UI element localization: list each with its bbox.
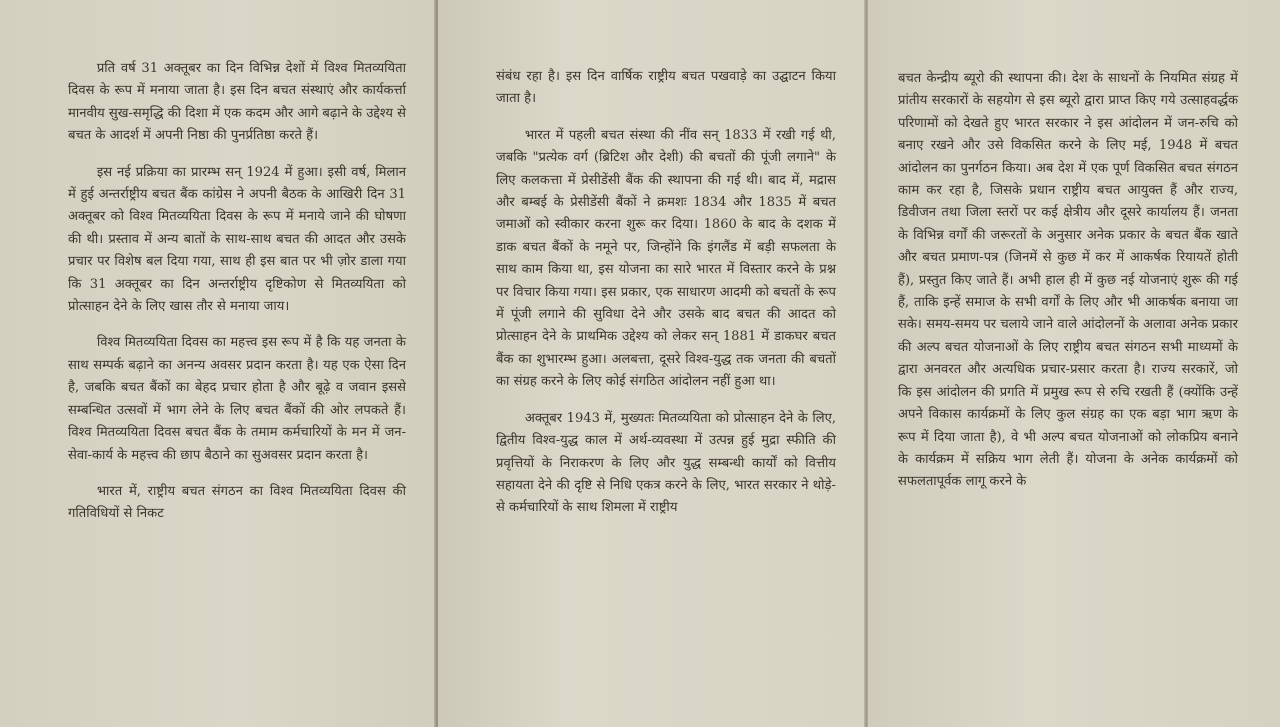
paragraph: विश्व मितव्ययिता दिवस का महत्त्व इस रूप में है कि यह जनता के साथ सम्पर्क बढ़ाने का अनन्य अवसर प्रदान करता है। यह एक ऐसा दिन है, जबकि बचत बैंकों का बेहद प्रचार होता है और बूढ़े व जवान इससे सम्बन्धित उत्सवों में भाग लेने के लिए बचत बैंकों की ओर लपकते हैं। विश्व मितव्ययिता दिवस बचत बैंक के तमाम कर्मचारियों के मन में जन-सेवा-कार्य के महत्त्व की छाप बैठाने का सुअवसर प्रदान करता है। (68, 335, 406, 463)
paragraph: भारत में, राष्ट्रीय बचत संगठन का विश्व मितव्ययिता दिवस की गतिविधियों से निकट (68, 483, 406, 522)
paragraph: संबंध रहा है। इस दिन वार्षिक राष्ट्रीय बचत पखवाड़े का उद्घाटन किया जाता है। (496, 69, 836, 107)
paragraph: इस नई प्रक्रिया का प्रारम्भ सन् 1924 में हुआ। इसी वर्ष, मिलान में हुई अन्तर्राष्ट्रीय बचत बैंक कांग्रेस ने अपनी बैठक के आखिरी दिन 31 अक्तूबर को विश्व मितव्ययिता दिवस के रूप में मनाये जाने की घोषणा की थी। प्रस्ताव में अन्य बातों के साथ-साथ बचत की आदत और उसके प्रचार पर विशेष बल दिया गया, साथ ही इस बात पर भी ज़ोर डाला गया कि 31 अक्तूबर का दिन अन्तर्राष्ट्रीय दृष्टिकोण से मितव्ययिता को प्रोत्साहन देने के लिए खास तौर से मनाया जाय। (68, 164, 406, 315)
paragraph: बचत केन्द्रीय ब्यूरो की स्थापना की। देश के साधनों के नियमित संग्रह में प्रांतीय सरकारों के सहयोग से इस ब्यूरो द्वारा प्राप्त किए गये उत्साहवर्द्धक परिणामों को देखते हुए भारत सरकार ने इस आंदोलन में जन-रुचि को बनाए रखने और उसे विकसित करने के लिए मई, 1948 में बचत आंदोलन का पुनर्गठन किया। अब देश में एक पूर्ण विकसित बचत संगठन काम कर रहा है, जिसके प्रधान राष्ट्रीय बचत आयुक्त हैं और राज्य, डिवीजन तथा जिला स्तरों पर कई क्षेत्रीय और दूसरे कार्यालय हैं। जनता के विभिन्न वर्गों की जरूरतों के अनुसार अनेक प्रकार के बचत बैंक खाते और बचत प्रमाण-पत्र (जिनमें से कुछ में कर में आकर्षक रियायतें होती हैं), प्रस्तुत किए जाते हैं। अभी हाल ही में कुछ नई योजनाएं शुरू की गई हैं, ताकि इन्हें समाज के सभी वर्गों के लिए और भी आकर्षक बनाया जा सके। समय-समय पर चलाये जाने वाले आंदोलनों के अलावा अनेक प्रकार की अल्प बचत योजनाओं के लिए राष्ट्रीय बचत संगठन सभी माध्यमों के द्वारा अनवरत और अत्यधिक प्रचार-प्रसार करता है। राज्य सरकारें, जो कि इस आंदोलन की प्रगति में प्रमुख रूप से रुचि रखती हैं (क्योंकि उन्हें अपने विकास कार्यक्रमों के लिए कुल संग्रह का एक बड़ा भाग ऋण के रूप में दिया जाता है), वे भी अल्प बचत योजनाओं को लोकप्रिय बनाने के कार्यक्रम में सक्रिय भाग लेती हैं। योजना के अनेक कार्यक्रमों को सफलतापूर्वक लागू करने के (898, 71, 1238, 490)
right-panel (868, 0, 1280, 727)
middle-panel (438, 0, 866, 727)
paragraph: भारत में पहली बचत संस्था की नींव सन् 1833 में रखी गई थी, जबकि "प्रत्येक वर्ग (ब्रिटिश और देशी) की बचतों की पूंजी लगाने" के लिए कलकत्ता में प्रेसीडेंसी बैंक की स्थापना की गई थी। बाद में, मद्रास और बम्बई के प्रेसीडेंसी बैंकों ने क्रमशः 1834 और 1835 में बचत जमाओं को स्वीकार करना शुरू कर दिया। 1860 के बाद के दशक में डाक बचत बैंकों के नमूने पर, जिन्होंने कि इंगलैंड में बड़ी सफलता के साथ काम किया था, इस योजना का सारे भारत में विस्तार करने के प्रश्न पर विचार किया गया। इस प्रकार, एक साधारण आदमी को बचतों के रूप में पूंजी लगाने की सुविधा देने और उसके बाद बचत की आदत को प्रोत्साहन देने के प्राथमिक उद्देश्य को लेकर सन् 1881 में डाकघर बचत बैंक का शुभारम्भ हुआ। अलबत्ता, दूसरे विश्व-युद्ध तक जनता की बचतों का संग्रह करने के लिए कोई संगठित आंदोलन नहीं हुआ था। (496, 127, 836, 390)
paragraph: प्रति वर्ष 31 अक्तूबर का दिन विभिन्न देशों में विश्व मितव्ययिता दिवस के रूप में मनाया जाता है। इस दिन बचत संस्थाएं और कार्यकर्त्ता मानवीय सुख-समृद्धि की दिशा में एक कदम और आगे बढ़ाने के उद्देश्य से बचत के आदर्श में अपनी निष्ठा की पुनर्प्रतिष्ठा करते हैं। (68, 61, 406, 144)
left-panel (0, 0, 436, 727)
paragraph: अक्तूबर 1943 में, मुख्यतः मितव्ययिता को प्रोत्साहन देने के लिए, द्वितीय विश्व-युद्ध काल में अर्थ-व्यवस्था में उत्पन्न हुई मुद्रा स्फीति की प्रवृत्तियों के निराकरण के लिए और युद्ध सम्बन्धी कार्यों को वित्तीय सहायता देने की दृष्टि से निधि एकत्र करने के लिए, भारत सरकार ने थोड़े-से कर्मचारियों के साथ शिमला में राष्ट्रीय (496, 410, 836, 516)
